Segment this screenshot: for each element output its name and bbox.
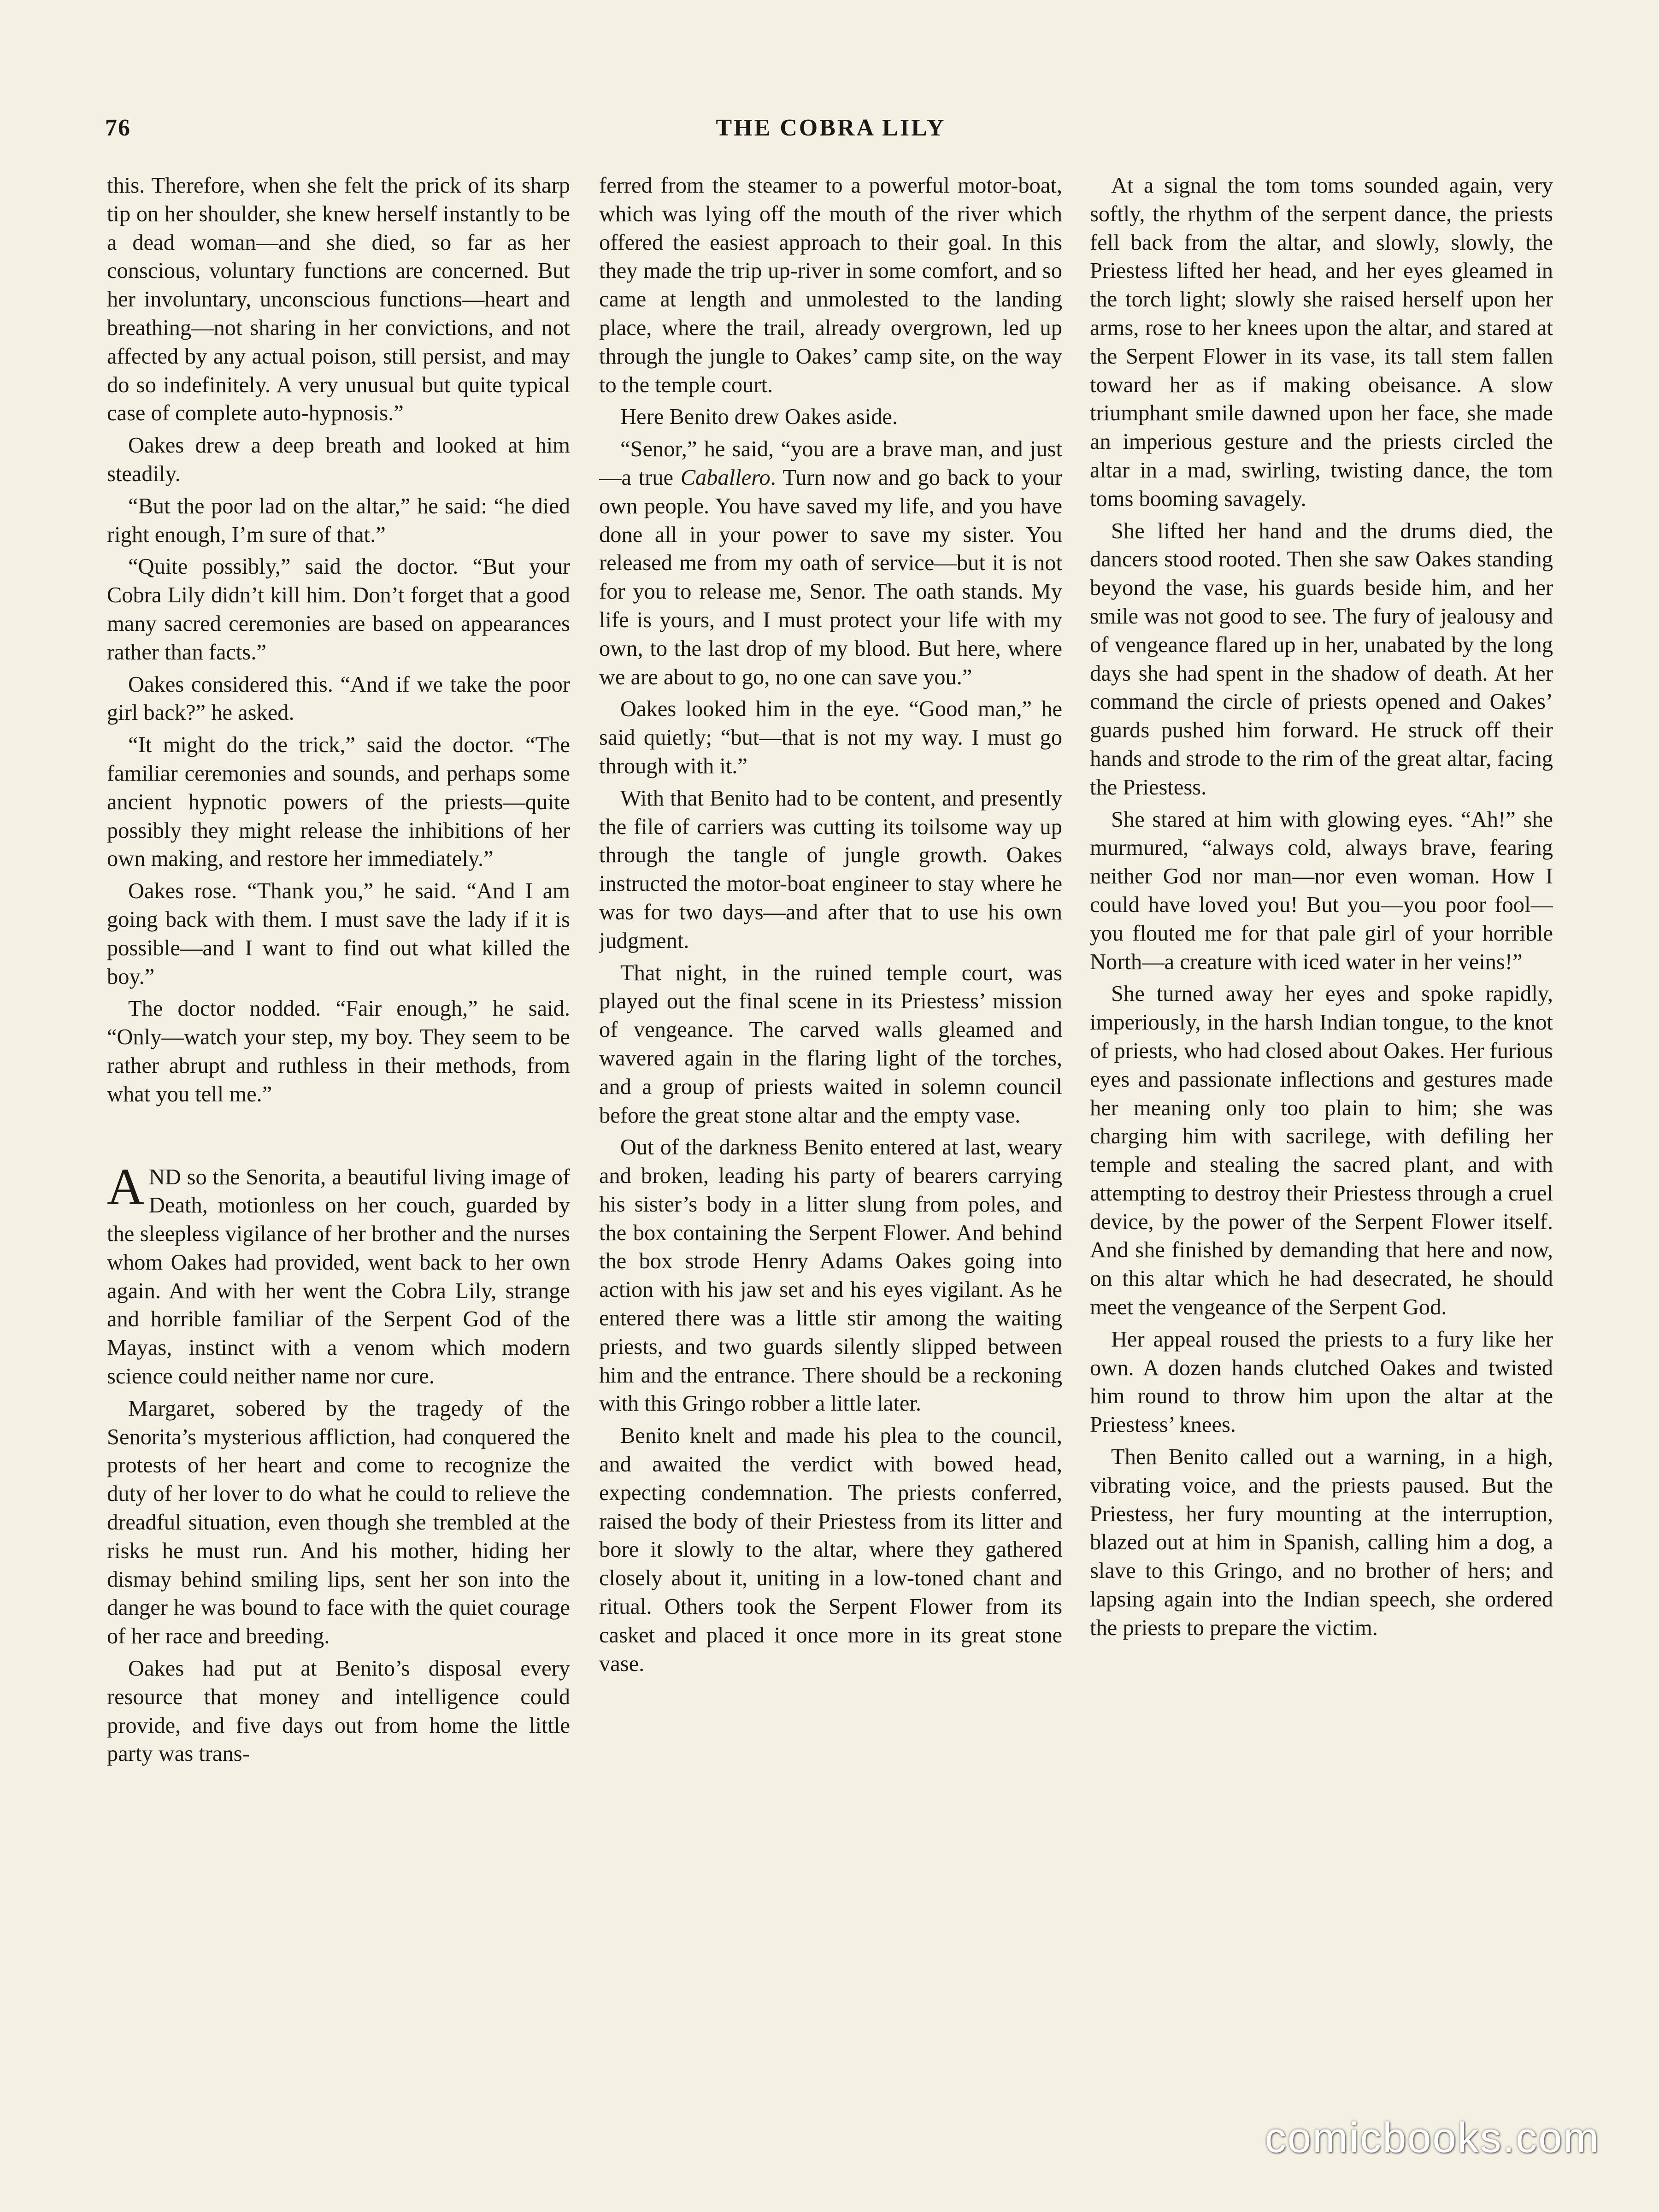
paragraph: That night, in the ruined temple court, was played out the final scene in its Priestess’ mission of vengeance. The carved walls gleamed and wavered again in the flaring light of the torches, and a group of priests waited in solemn council before the great stone altar and the empty vase. — [599, 960, 1062, 1128]
paragraph: Then Benito called out a warning, in a high, vibrating voice, and the priests paused. But the Priestess, her fury mounting at the interruption, blazed out at him in Spanish, calling him a dog, a slave to this Gringo, and no brother of hers; and lapsing again into the Indian speech, she ordered the priests to prepare the victim. — [1090, 1445, 1553, 1640]
paragraph: “Quite possibly,” said the doctor. “But your Cobra Lily didn’t kill him. Don’t forget that a good many sacred ceremonies are based on appearances rather than facts.” — [107, 554, 570, 665]
paragraph: Oakes looked him in the eye. “Good man,” he said quietly; “but—that is not my way. I must go through with it.” — [599, 697, 1062, 778]
text-column-2 — [599, 171, 1062, 2093]
paragraph: Oakes drew a deep breath and looked at him steadily. — [107, 433, 570, 486]
watermark: comicbooks.com — [1265, 2114, 1600, 2161]
section-opening-paragraph — [107, 1158, 570, 1391]
paragraph: The doctor nodded. “Fair enough,” he said. “Only—watch your step, my boy. They seem to be rather abrupt and ruthless in their methods, from what you tell me.” — [107, 996, 570, 1106]
paragraph: At a signal the tom toms sounded again, very softly, the rhythm of the serpent dance, the priests fell back from the altar, and slowly, slowly, the Priestess lifted her head, and her eyes gleamed in the torch light; slowly she raised herself upon her arms, rose to her knees upon the altar, and stared at the Serpent Flower in its vase, its tall stem fallen toward her as if making obeisance. A slow triumphant smile dawned upon her face, she made an imperious gesture and the priests circled the altar in a mad, swirling, twisting dance, the tom toms booming savagely. — [1090, 173, 1553, 511]
paragraph — [599, 435, 1062, 691]
text-column-1 — [107, 171, 570, 2093]
paragraph-text: “Senor,” he said, “you are a brave man, and just—a true — [599, 437, 1062, 490]
paragraph: Oakes had put at Benito’s disposal every resource that money and intelligence could provide, and five days out from home the little party was trans- — [107, 1656, 570, 1766]
paragraph: Oakes rose. “Thank you,” he said. “And I am going back with them. I must save the lady if it is possible—and I want to find out what killed the boy.” — [107, 879, 570, 989]
paragraph: “But the poor lad on the altar,” he said: “he died right enough, I’m sure of that.” — [107, 494, 570, 547]
paragraph: With that Benito had to be content, and presently the file of carriers was cutting its toilsome way up through the tangle of jungle growth. Oakes instructed the motor-boat engineer to stay where he was for two days—and after that to use his own judgment. — [599, 786, 1062, 953]
paragraph: She turned away her eyes and spoke rapidly, imperiously, in the harsh Indian tongue, to the knot of priests, who had closed about Oakes. Her furious eyes and passionate inflections and gestures made her meaning only too plain to him; she was charging him with sacrilege, with defiling her temple and stealing the sacred plant, and with attempting to destroy their Priestess through a cruel device, by the power of the Serpent Flower itself. And she finished by demanding that here and now, on this altar which he had desecrated, he should meet the vengeance of the Serpent God. — [1090, 982, 1553, 1320]
running-title: THE COBRA LILY — [716, 115, 946, 141]
paragraph-text: ND so the Senorita, a beautiful living image of Death, motionless on her couch, guarded by the sleepless vigilance of her brother and the nurses whom Oakes had provided, went back to her own again. And with her went the Cobra Lily, strange and horrible familiar of the Serpent God of the Mayas, instinct with a venom which modern science could neither name nor cure. — [107, 1165, 570, 1389]
drop-cap: A — [107, 1158, 144, 1215]
paragraph: “It might do the trick,” said the doctor. “The familiar ceremonies and sounds, and perhaps some ancient hypnotic powers of the priests—quite possibly they might release the inhibitions of her own making, and restore her immediately.” — [107, 733, 570, 871]
paragraph: ferred from the steamer to a powerful motor-boat, which was lying off the mouth of the river which offered the easiest approach to their goal. In this they made the trip up-river in some comfort, and so came at length and unmolested to the landing place, where the trail, already overgrown, led up through the jungle to Oakes’ camp site, on the way to the temple court. — [599, 173, 1062, 397]
page-header — [105, 114, 1557, 151]
paragraph: Benito knelt and made his plea to the council, and awaited the verdict with bowed head, expecting condemnation. The priests conferred, raised the body of their Priestess from its litter and bore it slowly to the altar, where they gathered closely about it, uniting in a low-toned chant and ritual. Others took the Serpent Flower from its casket and placed it once more in its great stone vase. — [599, 1424, 1062, 1676]
paragraph: Out of the darkness Benito entered at last, weary and broken, leading his party of bearers carrying his sister’s body in a litter slung from poles, and the box containing the Serpent Flower. And behind the box strode Henry Adams Oakes going into action with his jaw set and his eyes vigilant. As he entered there was a little stir among the waiting priests, and two guards silently slipped between him and the entrance. There should be a reckoning with this Gringo robber a little later. — [599, 1135, 1062, 1416]
paragraph: Oakes considered this. “And if we take the poor girl back?” he asked. — [107, 672, 570, 725]
paragraph: Margaret, sobered by the tragedy of the Senorita’s mysterious affliction, had conquered the protests of her heart and come to recognize the duty of her lover to do what he could to relieve the dreadful situation, even though she trembled at the risks he must run. And his mother, hiding her dismay behind smiling lips, sent her son into the danger he was bound to face with the quiet courage of her race and breeding. — [107, 1396, 570, 1649]
paragraph: She stared at him with glowing eyes. “Ah!” she murmured, “always cold, always brave, fearing neither God nor man—nor even woman. How I could have loved you! But you—you poor fool—you flouted me for that pale girl of your horrible North—a creature with iced water in her veins!” — [1090, 807, 1553, 974]
paragraph: this. Therefore, when she felt the prick of its sharp tip on her shoulder, she knew herself instantly to be a dead woman—and she died, so far as her conscious, voluntary functions are concerned. But her involuntary, unconscious functions—heart and breathing—not sharing in her convictions, and not affected by any actual poison, still persist, and may do so indefinitely. A very unusual but quite typical case of complete auto-hypnosis.” — [107, 173, 570, 426]
paragraph: She lifted her hand and the drums died, the dancers stood rooted. Then she saw Oakes standing beyond the vase, his guards beside him, and her smile was not good to see. The fury of jealousy and of vengeance flared up in her, unabated by the long days she had spent in the shadow of death. At her command the circle of priests opened and Oakes’ guards pushed him forward. He struck off their hands and strode to the rim of the great altar, facing the Priestess. — [1090, 518, 1553, 800]
italic-word: Caballero — [680, 465, 771, 490]
paragraph: Here Benito drew Oakes aside. — [620, 405, 898, 429]
text-column-3 — [1090, 171, 1553, 2093]
paragraph-text: . Turn now and go back to your own people. You have saved my life, and you have done all in your power to save my sister. You released me from my oath of service—but it is not for you to release me, Senor. The oath stands. My life is yours, and I must protect your life with my own, to the last drop of my blood. But here, where we are about to go, no one can save you.” — [599, 465, 1062, 689]
paragraph: Her appeal roused the priests to a fury like her own. A dozen hands clutched Oakes and twisted him round to throw him upon the altar at the Priestess’ knees. — [1090, 1327, 1553, 1437]
page-number: 76 — [105, 115, 131, 141]
